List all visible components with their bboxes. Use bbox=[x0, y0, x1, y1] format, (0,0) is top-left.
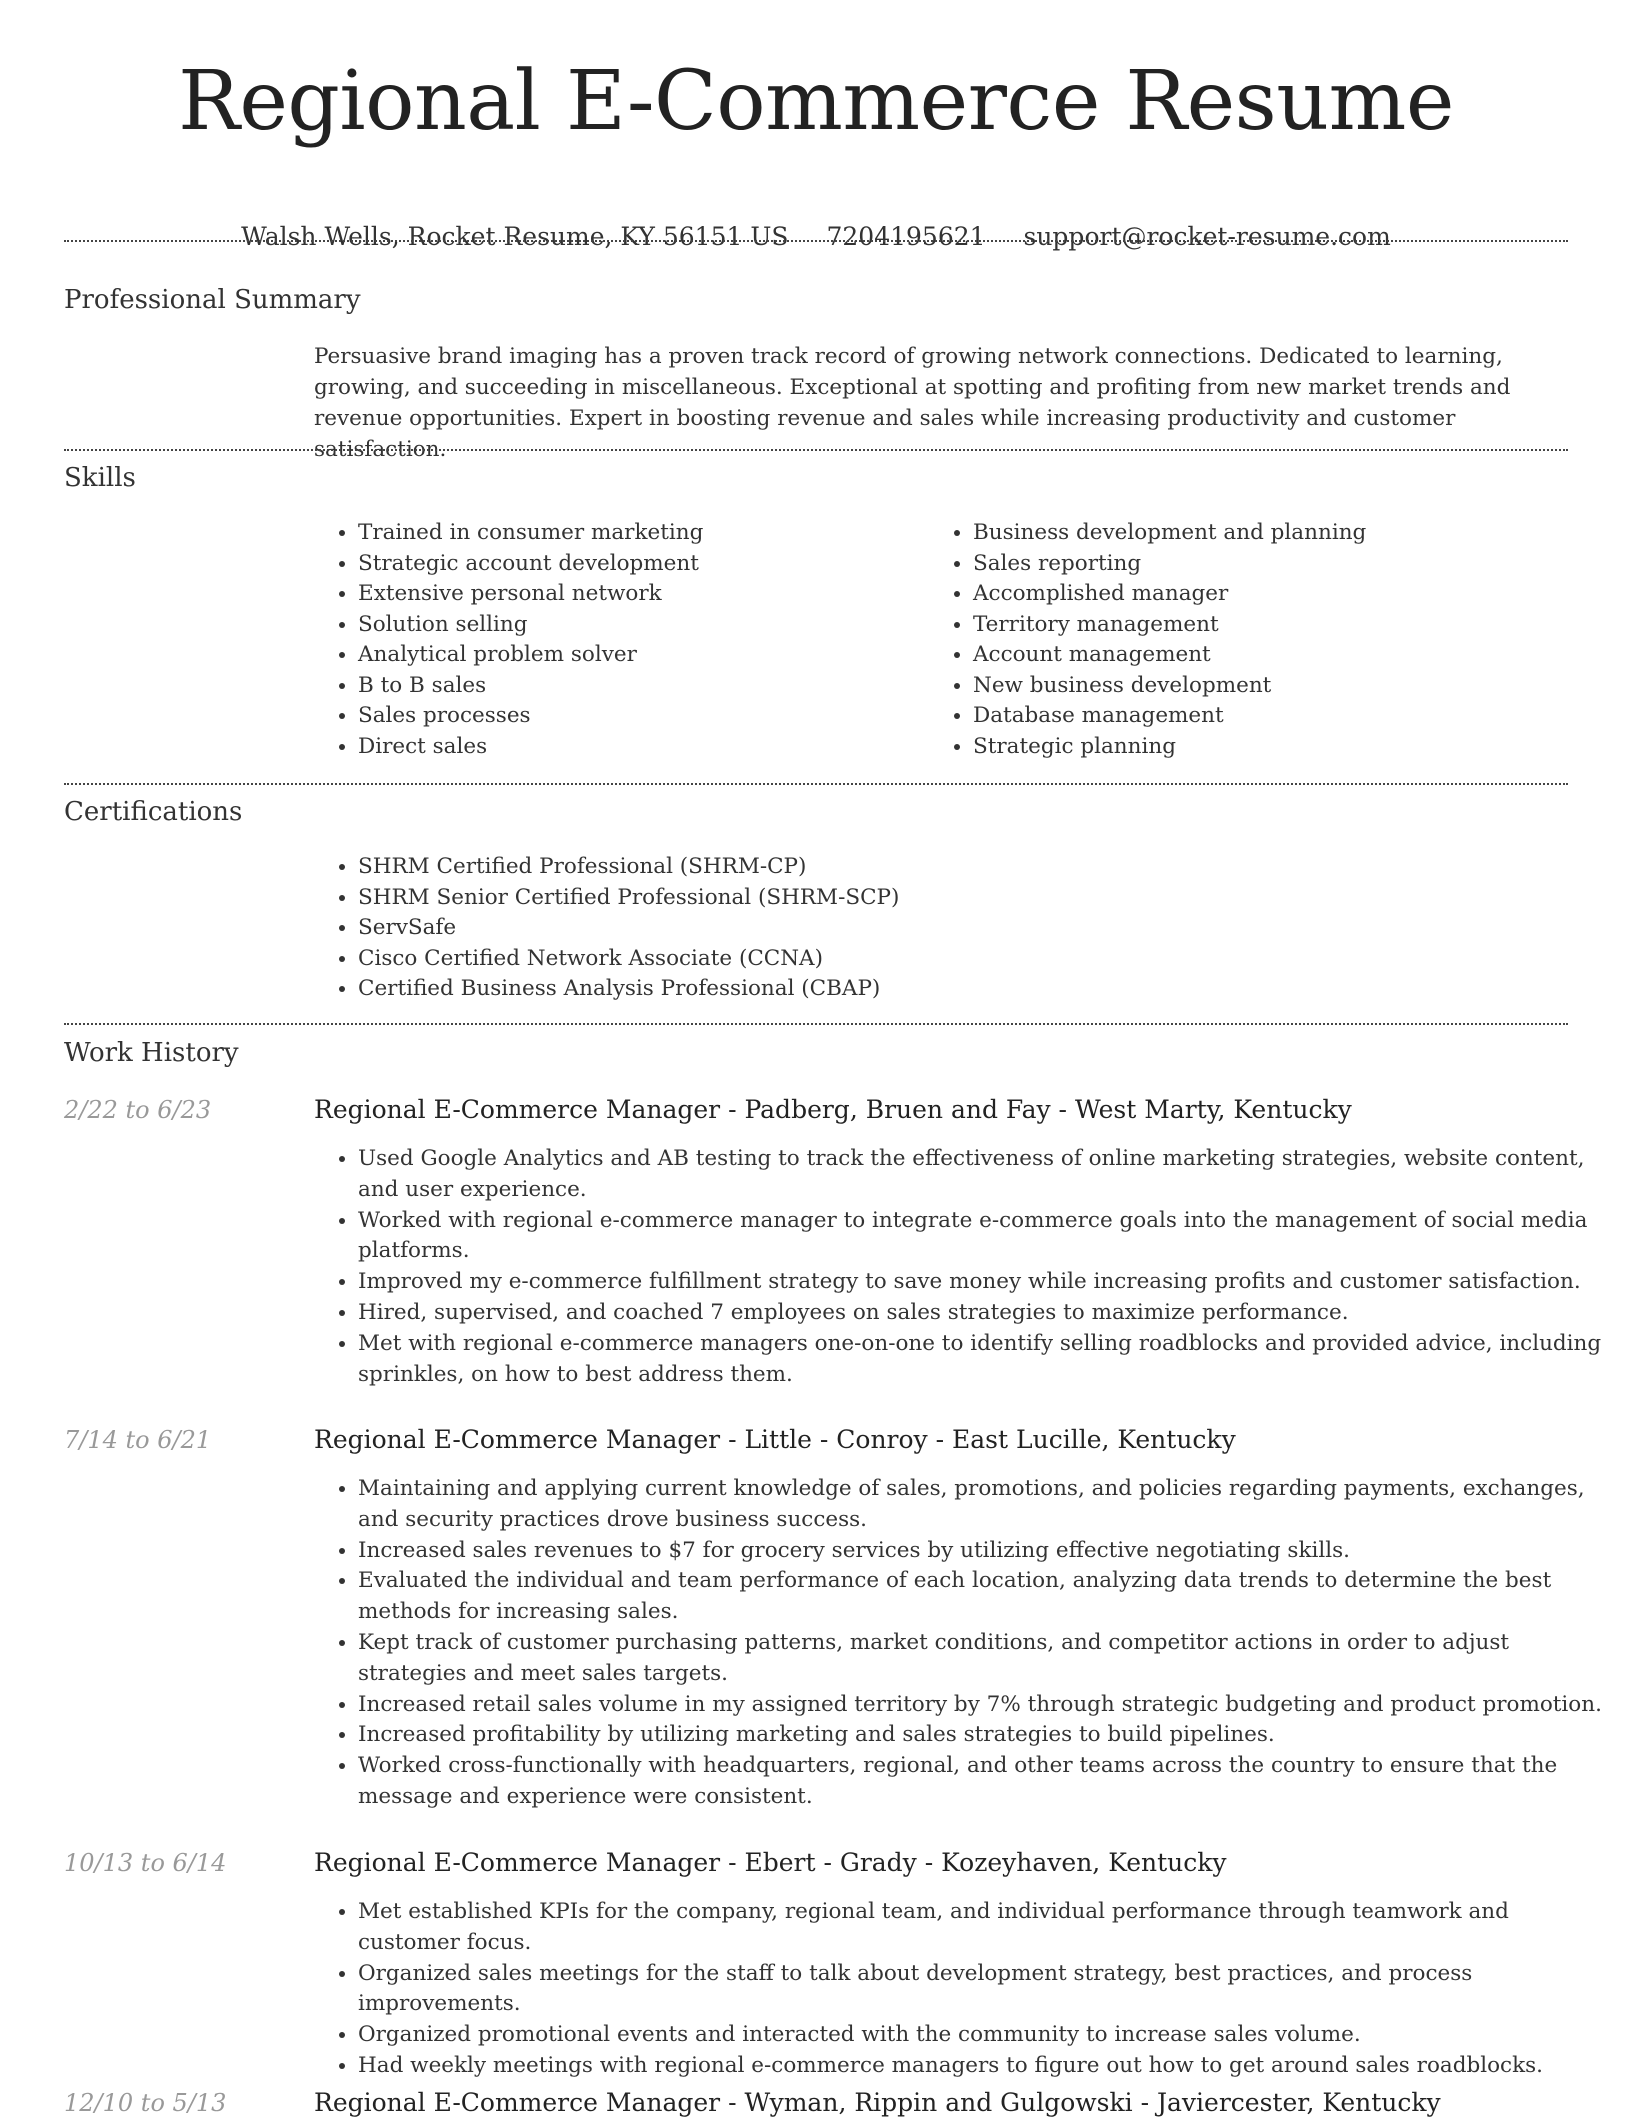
job-bullet: • Maintaining and applying current knowledge of sales, promotions, and policies regarding payments, exchanges, and security practices drove business success. bbox=[358, 1474, 1612, 1536]
contact-email: support@rocket-resume.com bbox=[1023, 222, 1391, 251]
divider bbox=[64, 1023, 1568, 1025]
job-bullet: • Had weekly meetings with regional e-commerce managers to figure out how to get around sales roadblocks. bbox=[358, 2051, 1612, 2082]
section-heading-skills: Skills bbox=[64, 463, 136, 493]
skill-item: • New business development bbox=[973, 671, 1593, 702]
job-bullet: • Improved my e-commerce fulfillment strategy to save money while increasing profits and customer satisfaction. bbox=[358, 1267, 1612, 1298]
skill-item: • Account management bbox=[973, 640, 1593, 671]
job-title: Regional E-Commerce Manager - Little - Conroy - East Lucille, Kentucky bbox=[314, 1425, 1236, 1454]
skill-item: • Sales reporting bbox=[973, 549, 1593, 580]
job-dates: 12/10 to 5/13 bbox=[64, 2089, 227, 2117]
skill-item: • Accomplished manager bbox=[973, 579, 1593, 610]
job-bullet: • Increased profitability by utilizing marketing and sales strategies to build pipelines. bbox=[358, 1720, 1612, 1751]
job-bullet: • Met with regional e-commerce managers one-on-one to identify selling roadblocks and provided advice, including sprinkles, on how to best address them. bbox=[358, 1329, 1612, 1391]
skill-item: • Direct sales bbox=[358, 732, 918, 763]
skill-item: • Strategic account development bbox=[358, 549, 918, 580]
job-dates: 7/14 to 6/21 bbox=[64, 1426, 212, 1454]
job-bullet: • Increased retail sales volume in my assigned territory by 7% through strategic budgeting and product promotion. bbox=[358, 1690, 1612, 1721]
job-title: Regional E-Commerce Manager - Wyman, Rippin and Gulgowski - Javiercester, Kentucky bbox=[314, 2088, 1441, 2117]
section-heading-summary: Professional Summary bbox=[64, 285, 361, 315]
job-bullet: • Met established KPIs for the company, regional team, and individual performance through teamwork and customer focus. bbox=[358, 1897, 1612, 1959]
job-title: Regional E-Commerce Manager - Ebert - Grady - Kozeyhaven, Kentucky bbox=[314, 1848, 1227, 1877]
skill-item: • B to B sales bbox=[358, 671, 918, 702]
skill-item: • Analytical problem solver bbox=[358, 640, 918, 671]
job-bullets bbox=[314, 1474, 1612, 1813]
job-bullet: • Kept track of customer purchasing patterns, market conditions, and competitor actions in order to adjust strategies and meet sales targets. bbox=[358, 1628, 1612, 1690]
job-bullets bbox=[314, 1144, 1612, 1390]
job-bullets bbox=[314, 1897, 1612, 2082]
certification-item: • Certified Business Analysis Professional (CBAP) bbox=[358, 974, 1612, 1005]
certifications-list bbox=[314, 852, 1612, 1005]
skill-item: • Database management bbox=[973, 701, 1593, 732]
section-heading-work-history: Work History bbox=[64, 1038, 239, 1068]
skill-item: • Strategic planning bbox=[973, 732, 1593, 763]
skills-list-right bbox=[929, 518, 1593, 762]
certification-item: • ServSafe bbox=[358, 913, 1612, 944]
divider bbox=[64, 240, 1568, 242]
section-heading-certifications: Certifications bbox=[64, 797, 243, 827]
contact-address: Walsh Wells, Rocket Resume, KY 56151 US bbox=[241, 222, 789, 251]
skill-item: • Extensive personal network bbox=[358, 579, 918, 610]
skills-list-left bbox=[314, 518, 918, 762]
job-bullet: • Hired, supervised, and coached 7 employees on sales strategies to maximize performance. bbox=[358, 1298, 1612, 1329]
job-title: Regional E-Commerce Manager - Padberg, Bruen and Fay - West Marty, Kentucky bbox=[314, 1095, 1352, 1124]
certification-item: • SHRM Certified Professional (SHRM-CP) bbox=[358, 852, 1612, 883]
job-bullet: • Organized sales meetings for the staff to talk about development strategy, best practices, and process improvements. bbox=[358, 1959, 1612, 2021]
skill-item: • Business development and planning bbox=[973, 518, 1593, 549]
job-bullet: • Increased sales revenues to $7 for grocery services by utilizing effective negotiating skills. bbox=[358, 1536, 1612, 1567]
divider bbox=[64, 783, 1568, 785]
job-bullet: • Worked with regional e-commerce manager to integrate e-commerce goals into the management of social media platforms. bbox=[358, 1206, 1612, 1268]
page-title: Regional E-Commerce Resume bbox=[178, 54, 1454, 149]
certification-item: • Cisco Certified Network Associate (CCNA) bbox=[358, 944, 1612, 975]
job-dates: 10/13 to 6/14 bbox=[64, 1849, 227, 1877]
skill-item: • Territory management bbox=[973, 610, 1593, 641]
contact-line bbox=[0, 222, 1632, 252]
skill-item: • Solution selling bbox=[358, 610, 918, 641]
contact-phone: 7204195621 bbox=[826, 222, 986, 251]
job-dates: 2/22 to 6/23 bbox=[64, 1096, 212, 1124]
job-bullet: • Used Google Analytics and AB testing to track the effectiveness of online marketing strategies, website content, and user experience. bbox=[358, 1144, 1612, 1206]
skill-item: • Sales processes bbox=[358, 701, 918, 732]
job-bullet: • Worked cross-functionally with headquarters, regional, and other teams across the country to ensure that the message and experience were consistent. bbox=[358, 1751, 1612, 1813]
job-bullet: • Evaluated the individual and team performance of each location, analyzing data trends to determine the best methods for increasing sales. bbox=[358, 1566, 1612, 1628]
certification-item: • SHRM Senior Certified Professional (SHRM-SCP) bbox=[358, 883, 1612, 914]
skill-item: • Trained in consumer marketing bbox=[358, 518, 918, 549]
divider bbox=[64, 449, 1568, 451]
summary-text: Persuasive brand imaging has a proven track record of growing network connections. Dedicated to learning, growing, and succeeding in miscellaneous. Exceptional at spotting and profiting from new market trends and revenue opportunities. Expert in boosting revenue and sales while increasing productivity and customer satisfaction. bbox=[314, 344, 1511, 462]
job-bullet: • Organized promotional events and interacted with the community to increase sales volume. bbox=[358, 2020, 1612, 2051]
